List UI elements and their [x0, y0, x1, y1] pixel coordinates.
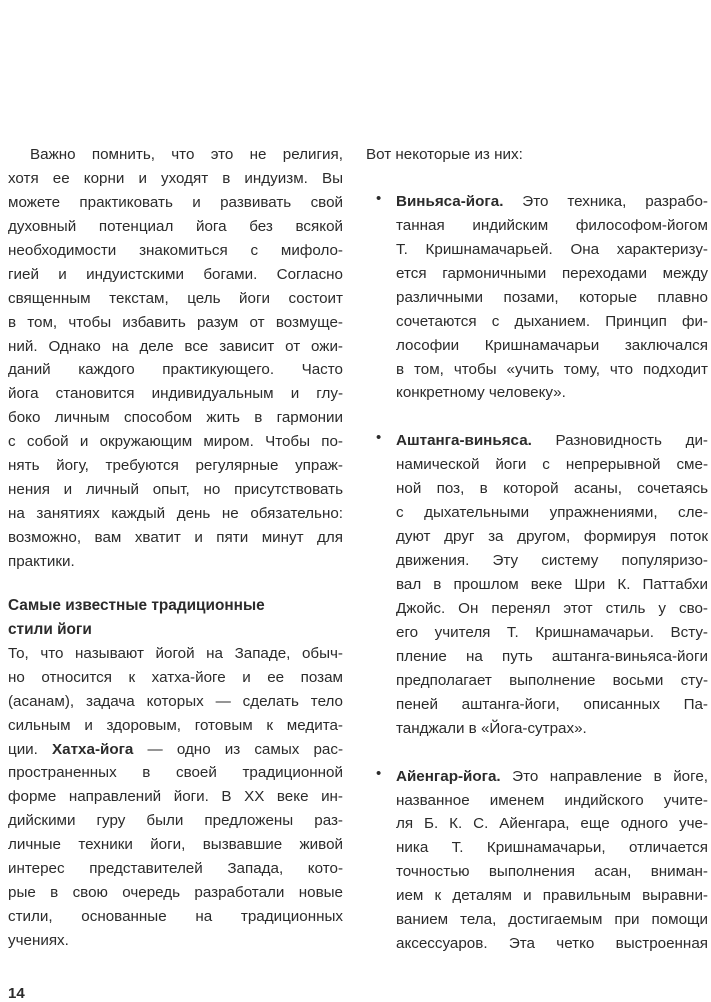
list-item-line: конкретному человеку». — [396, 384, 566, 402]
intro-line: Вот некоторые из них: — [366, 146, 523, 163]
paragraph-line: священным текстам, цель йоги состоит — [8, 289, 343, 307]
list-item-line: с дыхательными упражнениями, сле- — [396, 504, 708, 522]
text-fragment: Это техника, разрабо- — [503, 192, 708, 210]
text-fragment: Разновидность ди- — [531, 432, 708, 450]
list-item-line: ля Б. К. С. Айенгара, еще одного уче- — [396, 815, 708, 833]
paragraph-line: стили, основанные на традиционных — [8, 908, 343, 926]
bullet-icon: • — [376, 189, 382, 207]
paragraph-line: То, что называют йогой на Западе, обыч- — [8, 644, 343, 662]
list-item-line: ванием тела, достигаемым при помощи — [396, 911, 708, 929]
paragraph-line: духовный потенциал йога без всякой — [8, 217, 343, 235]
list-item-first-line — [366, 765, 708, 789]
list-item-line: различными позами, которые плавно — [396, 288, 708, 306]
paragraph-line: необходимости знакомиться с мифоло- — [8, 241, 343, 259]
list-item — [366, 190, 708, 405]
paragraph-line: даний каждого практикующего. Часто — [8, 361, 343, 379]
paragraph-line: учениях. — [8, 932, 69, 949]
paragraph-religion — [8, 143, 343, 574]
bullet-icon: • — [376, 764, 382, 782]
list-item-line: сочетаются с дыханием. Принцип фи- — [396, 312, 708, 330]
list-item-line: точностью выполнения асан, вниман- — [396, 863, 708, 881]
paragraph-line: хотя ее корни и уходят в индуизм. Вы — [8, 169, 343, 187]
list-item-line: пление на путь аштанга-виньяса-йоги — [396, 647, 708, 665]
list-item-line: ием к деталям и правильным выравни- — [396, 887, 708, 905]
text-fragment: — одно из самых рас- — [133, 740, 343, 758]
paragraph-line: (асанам), задача которых — сделать тело — [8, 692, 343, 710]
list-item-line: ника Т. Кришнамачарьи, отличается — [396, 839, 708, 857]
list-item-line: ной поз, в которой асаны, сочетаясь — [396, 480, 708, 498]
list-item-first-line — [366, 190, 708, 214]
list-item-line: Т. Кришнамачарьей. Она характеризу- — [396, 240, 708, 258]
list-item-line: аксессуаров. Эта четко выстроенная — [396, 935, 708, 953]
right-column — [366, 143, 708, 956]
list-item-line: ется гармоничными переходами между — [396, 264, 708, 282]
paragraph-line: сильным и здоровым, готовым к медита- — [8, 716, 343, 734]
list-item — [366, 765, 708, 957]
paragraph-line: Важно помнить, что это не религия, — [30, 146, 343, 163]
styles-list — [366, 190, 708, 956]
paragraph-line: боко личным способом жить в гармонии — [8, 409, 343, 427]
list-item-line: Джойс. Он перенял этот стиль у сво- — [396, 599, 708, 617]
paragraph-line: интерес представителей Запада, кото- — [8, 860, 343, 878]
list-item-title: Айенгар-йога. — [396, 767, 501, 785]
section-heading-line2: стили йоги — [8, 620, 92, 638]
paragraph-line: пространенных в своей традиционной — [8, 764, 343, 782]
paragraph-line: ний. Однако на деле все зависит от ожи- — [8, 337, 343, 355]
list-item-title: Аштанга-виньяса. — [396, 432, 532, 450]
paragraph-hatha — [8, 642, 343, 738]
section-heading-line1: Самые известные традиционные — [8, 596, 265, 614]
list-item-line: движения. Эту систему популяризо- — [396, 552, 708, 570]
text-fragment: Это направление в йоге, — [500, 767, 708, 785]
paragraph-line: гией и индуистскими богами. Согласно — [8, 265, 343, 283]
paragraph-line: но относится к хатха-йоге и ее позам — [8, 668, 343, 686]
list-item-line: предполагает выполнение восьми сту- — [396, 671, 708, 689]
paragraph-line: на занятиях каждый день не обязательно: — [8, 505, 343, 523]
paragraph-line: в том, чтобы избавить разум от возмуще- — [8, 313, 343, 331]
paragraph-line: дийскими гуру были предложены раз- — [8, 812, 343, 830]
list-item-line: дуют друг за другом, формируя поток — [396, 528, 708, 546]
paragraph-line: нять йогу, требуются регулярные упраж- — [8, 457, 343, 475]
list-item-line: в том, чтобы «учить тому, что подходит — [396, 360, 708, 378]
hatha-yoga-term: Хатха-йога — [52, 740, 134, 758]
list-item-first-line — [366, 429, 708, 453]
paragraph-line: форме направлений йоги. В XX веке ин- — [8, 788, 343, 806]
paragraph-line: можете практиковать и развивать свой — [8, 193, 343, 211]
bullet-icon: • — [376, 429, 382, 447]
list-item-line: пеней аштанга-йоги, описанных Па- — [396, 695, 708, 713]
list-item-line: названное именем индийского учите- — [396, 791, 708, 809]
paragraph-line: личные техники йоги, вызвавшие живой — [8, 836, 343, 854]
paragraph-line: йога становится индивидуальным и глу- — [8, 385, 343, 403]
paragraph-line: практики. — [8, 552, 75, 570]
list-item-line: лософии Кришнамачарьи заключался — [396, 336, 708, 354]
paragraph-hatha-continued — [8, 761, 343, 953]
list-item-line: вал в прошлом веке Шри К. Паттабхи — [396, 576, 708, 593]
paragraph-line: нения и личный опыт, но присутствовать — [8, 481, 343, 499]
left-column — [8, 143, 343, 953]
paragraph-line: с собой и окружающим миром. Чтобы по- — [8, 433, 343, 451]
list-item-title: Виньяса-йога. — [396, 192, 504, 210]
list-item-line: его учителя Т. Кришнамачарьи. Всту- — [396, 623, 708, 641]
list-item — [366, 429, 708, 740]
text-fragment: ции. — [8, 740, 38, 758]
paragraph-hatha-line — [8, 738, 343, 762]
list-item-line: танная индийским философом-йогом — [396, 216, 708, 234]
paragraph-line: возможно, вам хватит и пяти минут для — [8, 529, 343, 546]
list-item-line: танджали в «Йога-сутрах». — [396, 719, 587, 737]
list-item-line: намической йоги с непрерывной сме- — [396, 456, 708, 474]
paragraph-line: рые в свою очередь разработали новые — [8, 884, 343, 902]
page-number: 14 — [8, 985, 25, 1002]
